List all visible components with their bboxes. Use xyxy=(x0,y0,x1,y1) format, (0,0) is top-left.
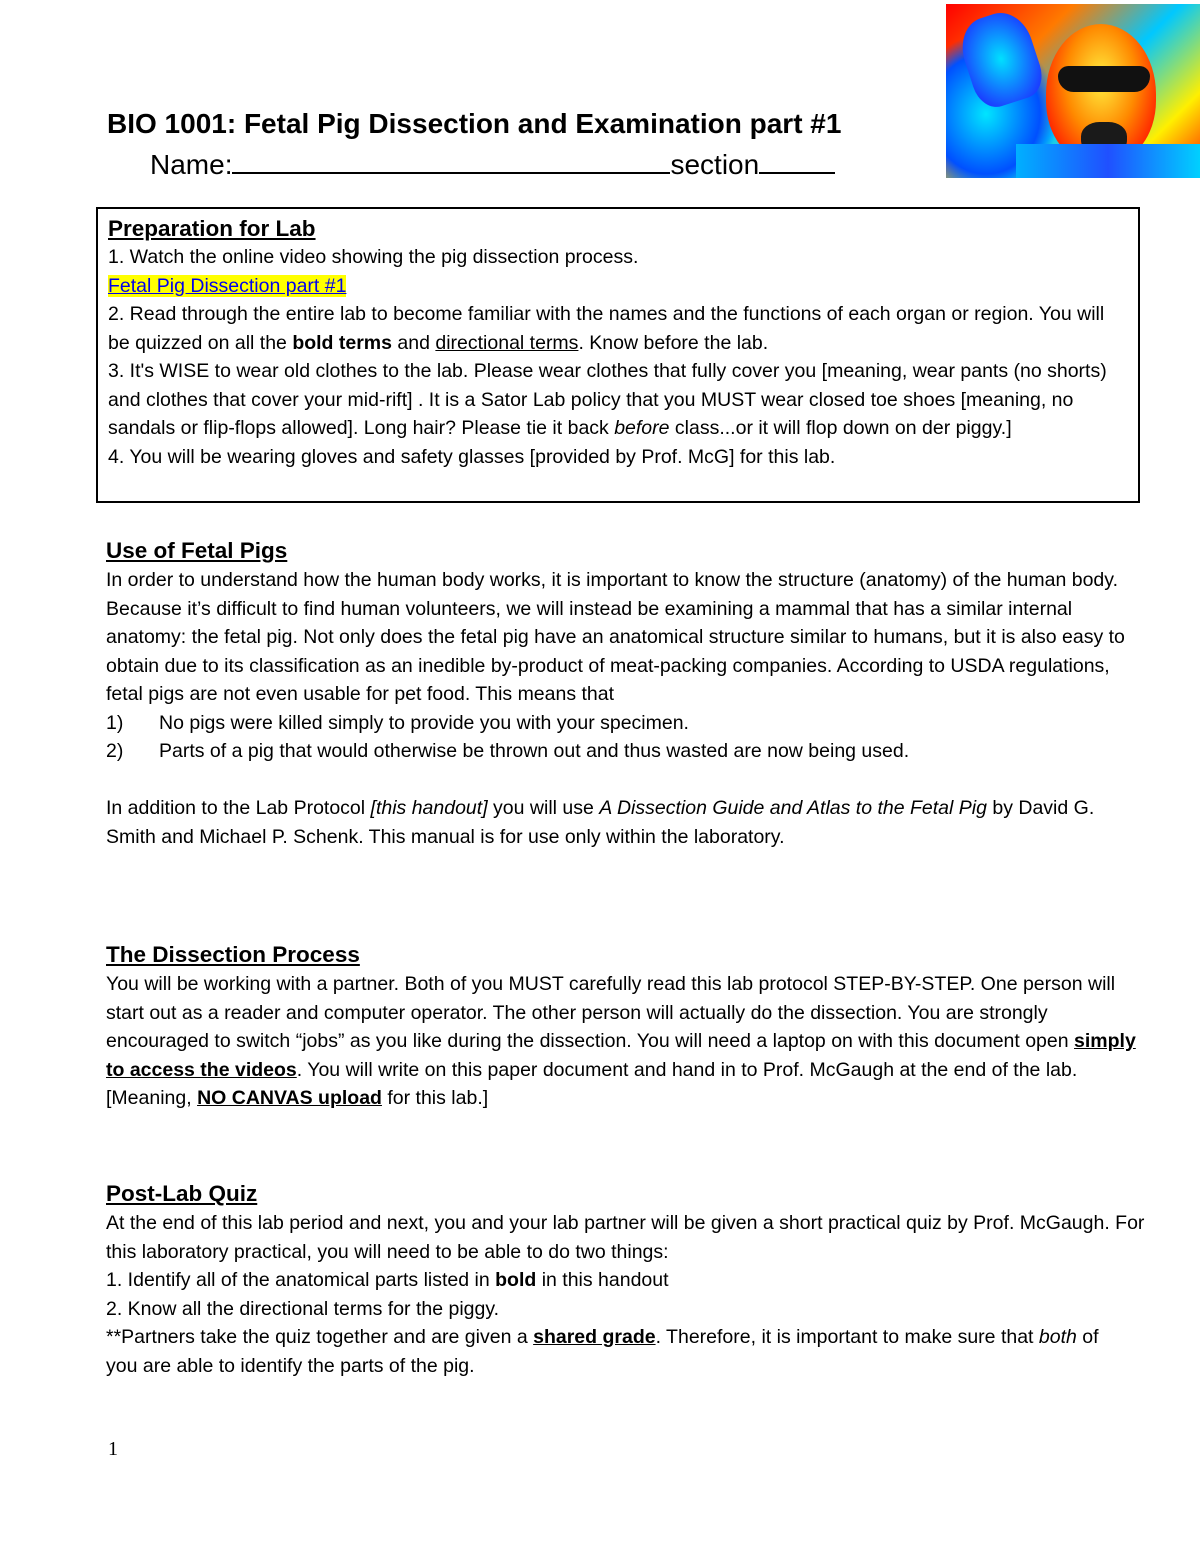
quiz-item-1: 1. Identify all of the anatomical parts listed in bold in this handout xyxy=(106,1269,669,1291)
preparation-heading: Preparation for Lab xyxy=(108,216,316,241)
quiz-note: **Partners take the quiz together and are given a shared grade. Therefore, it is important to make sure that both of you are able to identify the parts of the pig. xyxy=(106,1326,1099,1377)
manual-paragraph: In addition to the Lab Protocol [this handout] you will use A Dissection Guide and Atlas to the Fetal Pig by David G. Smith and Michael P. Schenk. This manual is for use only within the laboratory. xyxy=(106,797,1095,848)
process-paragraph: You will be working with a partner. Both of you MUST carefully read this lab protocol STEP-BY-STEP. One person will start out as a reader and computer operator. The other person will actually do the dissection. You are strongly encouraged to switch “jobs” as you like during the dissection. You will need a laptop on with this document open simply to access the videos. You will write on this paper document and hand in to Prof. McGaugh at the end of the lab. [Meaning, NO CANVAS upload for this lab.] xyxy=(106,973,1136,1109)
use-of-fetal-pigs-section xyxy=(106,536,1146,851)
name-blank[interactable] xyxy=(232,146,670,174)
preparation-box xyxy=(96,207,1140,503)
prep-item-1: 1. Watch the online video showing the pig dissection process. xyxy=(108,246,639,268)
name-label: Name: xyxy=(150,149,233,180)
page-number: 1 xyxy=(108,1438,118,1460)
use-paragraph: In order to understand how the human body works, it is important to know the structure (anatomy) of the human body. Because it’s difficult to find human volunteers, we will instead be examining a mammal that has a similar internal anatomy: the fetal pig. Not only does the fetal pig have an anatomical structure similar to humans, but it is also easy to obtain due to its classification as an inedible by-product of meat-packing companies. According to USDA regulations, fetal pigs are not even usable for pet food. This means that xyxy=(106,569,1125,705)
post-lab-quiz-section xyxy=(106,1179,1146,1380)
photo-hand xyxy=(954,5,1048,112)
prep-item-2: 2. Read through the entire lab to become familiar with the names and the functions of each organ or region. You will be quizzed on all the bold terms and directional terms. Know before the lab. xyxy=(108,303,1105,354)
video-link[interactable]: Fetal Pig Dissection part #1 xyxy=(108,274,347,297)
photo-sunglasses xyxy=(1058,66,1150,92)
dissection-process-section xyxy=(106,940,1146,1113)
photo-shirt xyxy=(1016,144,1200,178)
instructor-photo xyxy=(946,4,1200,178)
section-label: section xyxy=(670,149,760,180)
directional-terms: directional terms xyxy=(435,331,579,354)
quiz-item-2: 2. Know all the directional terms for the piggy. xyxy=(106,1297,500,1320)
list-item: 1) No pigs were killed simply to provide you with your specimen. xyxy=(106,711,689,734)
prep-item-4: 4. You will be wearing gloves and safety glasses [provided by Prof. McG] for this lab. xyxy=(108,445,836,468)
page-title: BIO 1001: Fetal Pig Dissection and Examination part #1 xyxy=(107,108,842,139)
quiz-paragraph: At the end of this lab period and next, you and your lab partner will be given a short practical quiz by Prof. McGaugh. For this laboratory practical, you will need to be able to do two things: xyxy=(106,1212,1145,1263)
list-item: 2) Parts of a pig that would otherwise be thrown out and thus wasted are now being used. xyxy=(106,740,910,762)
quiz-heading: Post-Lab Quiz xyxy=(106,1181,258,1206)
bold-terms: bold terms xyxy=(292,331,392,354)
prep-item-3: 3. It's WISE to wear old clothes to the lab. Please wear clothes that fully cover you [meaning, wear pants (no shorts) and clothes that cover your mid-rift] . It is a Sator Lab policy that you MUST wear closed toe shoes [meaning, no sandals or flip-flops allowed]. Long hair? Please tie it back before class...or it will flop down on der piggy.] xyxy=(108,360,1107,439)
no-canvas-note: NO CANVAS upload xyxy=(197,1087,382,1109)
videos-note: simply to access the videos xyxy=(106,1030,1136,1081)
use-heading: Use of Fetal Pigs xyxy=(106,538,288,563)
process-heading: The Dissection Process xyxy=(106,942,360,967)
name-line xyxy=(150,146,835,181)
section-blank[interactable] xyxy=(759,146,835,174)
